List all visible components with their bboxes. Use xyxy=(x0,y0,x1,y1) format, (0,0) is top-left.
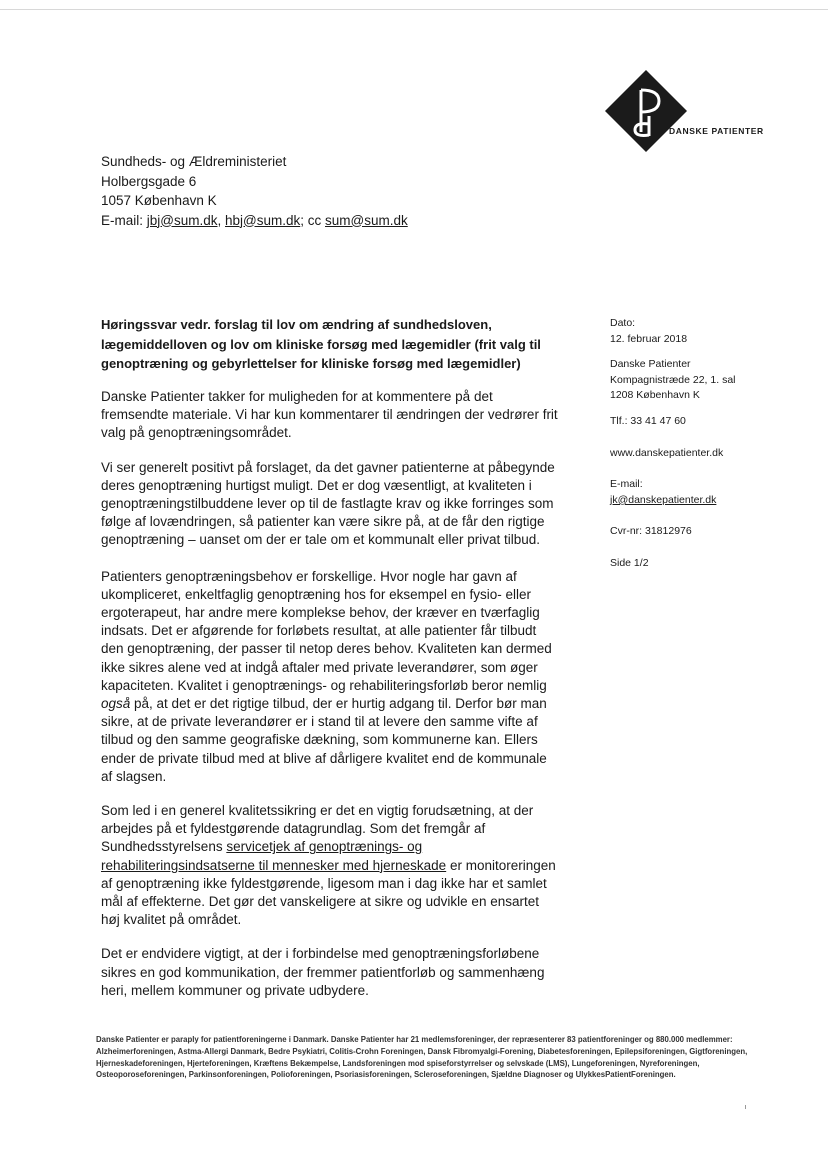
dp-logo-icon xyxy=(605,70,687,152)
footer-note: Danske Patienter er paraply for patientforeningerne i Danmark. Danske Patienter har 21 medlemsforeninger, der repræsenterer 83 patientforeninger og 880.000 medlemmer: Alzheimerforeningen, Astma-Allergi Danmark, Bedre Psykiatri, Colitis-Crohn Foreningen, Dansk Fibromyalgi-Forening, Diabetesforeningen, Epilepsiforeningen, Gigtforeningen, Hjerneskadeforeningen, Hjerteforeningen, Kræftens Bekæmpelse, Landsforeningen mod spiseforstyrrelser og selvskade (LMS), Lungeforeningen, Nyreforeningen, Osteoporoseforeningen, Parkinsonforeningen, Polioforeningen, Psoriasisforeningen, Scleroseforeningen, Sjældne Diagnoser og UlykkesPatientForeningen. xyxy=(96,1035,748,1080)
date-value: 12. februar 2018 xyxy=(610,332,688,345)
logo-text: DANSKE PATIENTER xyxy=(669,126,764,136)
paragraph-4-part-a: Som led i en generel kvalitetssikring er det en vigtig forudsætning, at der arbejdes på et fyldestgørende datagrundlag. Som det fremgår af Sundhedsstyrelsens xyxy=(101,803,534,855)
paragraph-4-part-b: er monitoreringen af genoptræning ikke fyldestgørende, ligesom man i dag ikke har et samlet mål af effekterne. Det gør det vanskeligere at sikre og udvikle en ensartet høj kvalitet på området. xyxy=(101,857,556,928)
cvr-number: Cvr-nr: 31812976 xyxy=(610,525,692,538)
recipient-line-3: 1057 København K xyxy=(101,193,217,208)
email-label: E-mail: xyxy=(610,478,643,491)
org-street: Kompagnistræde 22, 1. sal xyxy=(610,373,736,386)
paragraph-3-part-a: Patienters genoptræningsbehov er forskellige. Hvor nogle har gavn af ukompliceret, enkeltfaglig genoptræning hos for eksempel en fysio- eller ergoterapeut, har andre mere komplekse behov, der kræver en tværfaglig indsats. Det er afgørende for forløbets resultat, at alle patienter får tilbudt den genoptræning, der passer til netop deres behov. Kvaliteten kan dermed ikke sikres alene ved at indgå aftaler med private leverandører, som øger kapaciteten. Kvalitet i genoptrænings- og rehabiliteringsforløb beror nemlig xyxy=(101,568,552,693)
letter-body xyxy=(101,388,561,1016)
recipient-email-line xyxy=(101,211,408,231)
sender-email-link[interactable]: jk@danskepatienter.dk xyxy=(610,493,717,506)
email-link-3[interactable]: sum@sum.dk xyxy=(325,212,408,228)
email-prefix: E-mail: xyxy=(101,212,147,228)
email-sep-2: ; cc xyxy=(300,212,326,228)
footer-mark xyxy=(745,1105,746,1109)
website-link[interactable]: www.danskepatienter.dk xyxy=(610,446,724,459)
servicetjek-link[interactable]: servicetjek af genoptrænings- og rehabiliteringsindsatserne til mennesker med hjerneskade xyxy=(101,839,447,873)
org-city: 1208 København K xyxy=(610,389,700,402)
paragraph-3-part-b: på, at det er det rigtige tilbud, der er hurtig adgang til. Derfor bør man sikre, at de private leverandører er i stand til at levere den samme vifte af tilbud og den samme geografiske dækning, som kommunerne kan. Ellers ender de private tilbud med at blive af dårligere kvalitet end de kommunale af slagsen. xyxy=(101,696,547,784)
phone: Tlf.: 33 41 47 60 xyxy=(610,414,686,427)
date-label: Dato: xyxy=(610,317,636,329)
paragraph-4 xyxy=(101,802,561,929)
letter-subject: Høringssvar vedr. forslag til lov om ændring af sundhedsloven, lægemiddelloven og lov om kliniske forsøg med lægemidler (frit valg til genoptræning og gebyrlettelser for kliniske forsøg med lægemidler) xyxy=(101,317,541,371)
page-number: Side 1/2 xyxy=(610,556,649,569)
sender-info xyxy=(610,316,810,572)
email-link-1[interactable]: jbj@sum.dk xyxy=(146,212,218,228)
paragraph-3-emphasis: også xyxy=(101,696,131,712)
recipient-address xyxy=(101,152,408,230)
paragraph-2: Vi ser generelt positivt på forslaget, da det gavner patienterne at påbegynde deres genoptræning hurtigst muligt. Det er dog væsentligt, at kvaliteten i genoptræningstilbuddene lever op til de fastlagte krav og ikke forringes som følge af lovændringen, så patienter kan være sikre på, at de får den rigtige genoptræning – uanset om der er tale om et kommunalt eller privat tilbud. xyxy=(101,459,555,548)
recipient-line-2: Holbergsgade 6 xyxy=(101,173,197,189)
org-name: Danske Patienter xyxy=(610,358,691,371)
danske-patienter-logo xyxy=(605,70,765,150)
top-rule xyxy=(0,9,828,10)
paragraph-3 xyxy=(101,568,561,786)
paragraph-1: Danske Patienter takker for muligheden for at kommentere på det fremsendte materiale. Vi har kun kommentarer til ændringen der vedrører frit valg på genoptræningsområdet. xyxy=(101,389,558,441)
paragraph-5: Det er endvidere vigtigt, at der i forbindelse med genoptræningsforløbene sikres en god kommunikation, der fremmer patientforløb og sammenhæng heri, mellem kommuner og private udbydere. xyxy=(101,946,545,998)
email-link-2[interactable]: hbj@sum.dk xyxy=(225,212,301,228)
recipient-line-1: Sundheds- og Ældreministeriet xyxy=(101,154,287,169)
email-sep-1: , xyxy=(217,212,226,228)
